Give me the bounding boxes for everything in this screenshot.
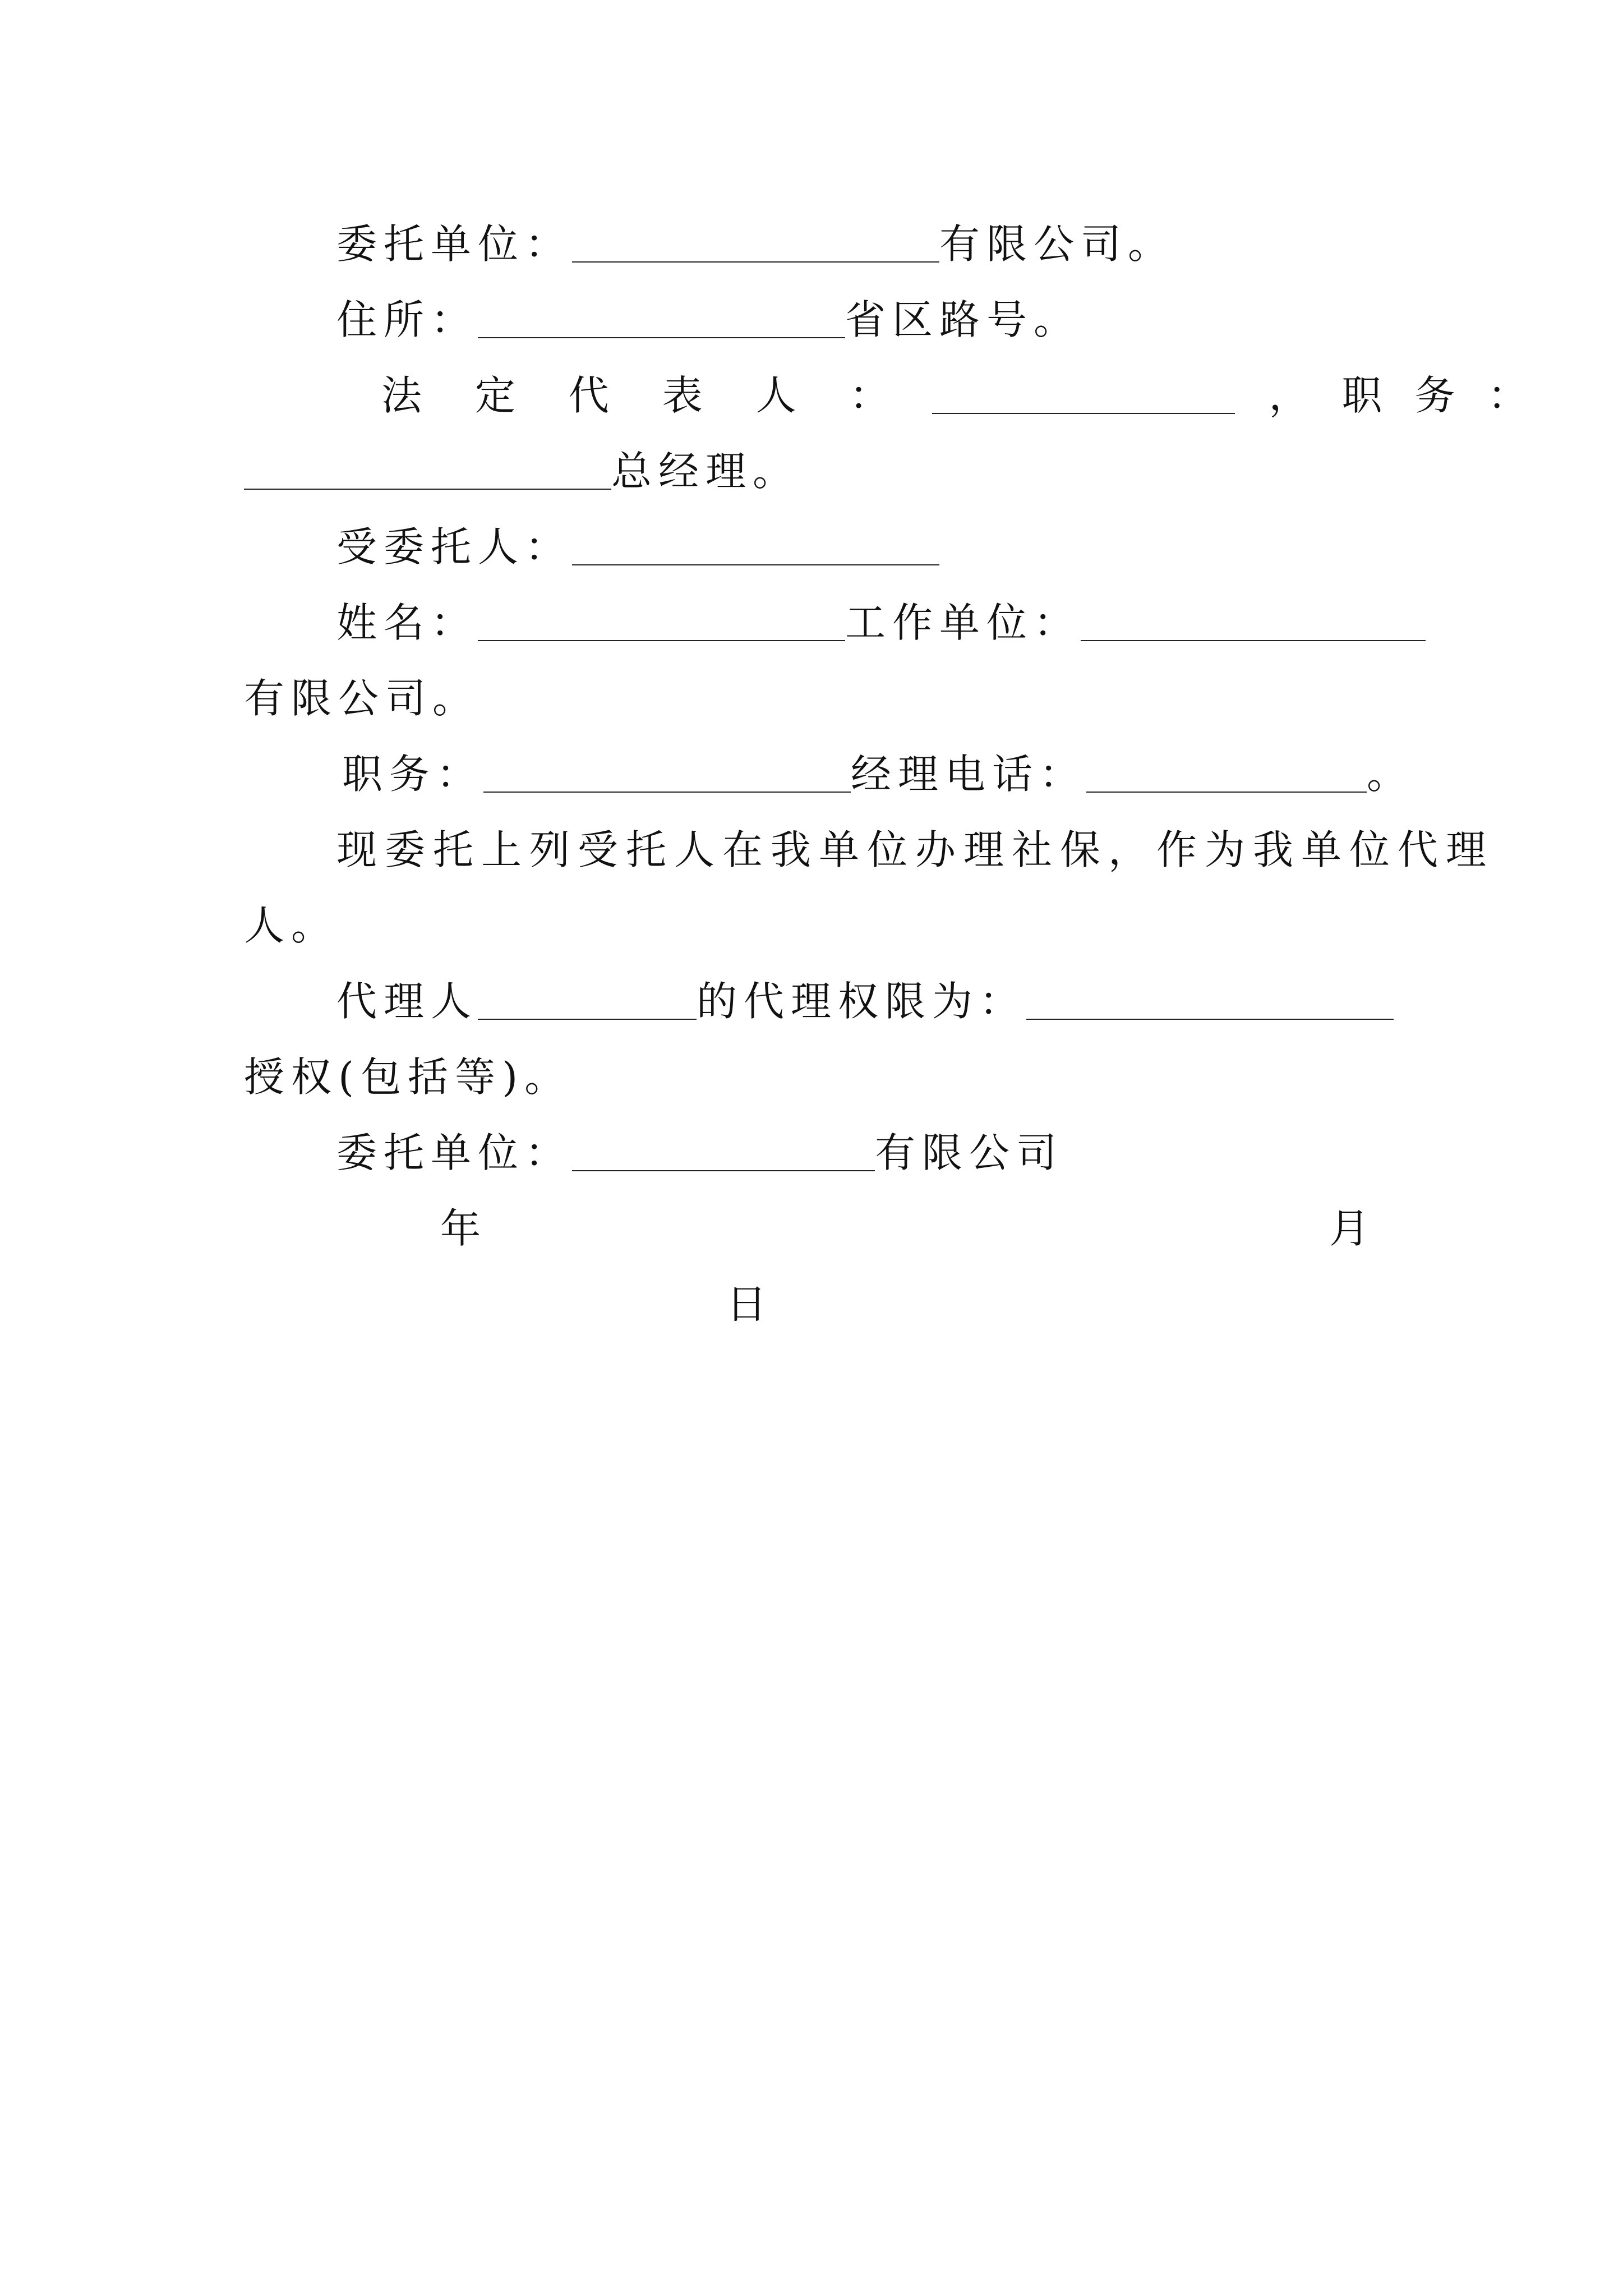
position-label: 职务： [342,751,484,798]
work-unit-suffix-line [244,668,479,729]
work-unit-blank[interactable] [1081,639,1426,641]
agent-scope-label: 的代理权限为： [697,978,1027,1025]
address-suffix: 省区路号。 [845,296,1081,343]
general-manager-text: 总经理。 [611,448,800,495]
agent-scope-line [336,970,1394,1032]
work-unit-label: 工作单位： [845,599,1081,646]
legal-rep-blank[interactable] [932,412,1235,414]
position-blank[interactable] [244,487,611,490]
legal-rep-label: 法 定 代 表 人 ： [381,372,910,419]
month-label: 月 [1329,1205,1370,1252]
general-manager-line [244,440,800,502]
day-label: 日 [726,1281,767,1328]
address-label: 住所： [336,296,478,343]
agent-name-blank[interactable] [478,1018,697,1020]
trustee-blank[interactable] [572,563,939,565]
year-label: 年 [440,1205,481,1252]
entrust-unit-blank[interactable] [572,260,939,263]
entrust-unit-suffix-2: 有限公司 [875,1129,1064,1176]
trustee-line [336,516,939,578]
authorization-line [244,1046,571,1108]
entrust-unit-suffix: 有限公司。 [939,220,1175,268]
entrust-unit-line [336,213,1175,275]
manager-phone-blank[interactable] [1086,790,1367,793]
agent-scope-blank[interactable] [1026,1018,1394,1020]
authorization-text: 授权(包括等)。 [244,1053,572,1101]
entrust-unit-label-2: 委托单位： [336,1129,573,1176]
name-workunit-line [336,592,1426,654]
name-blank[interactable] [478,639,845,641]
position-field-blank[interactable] [483,790,851,793]
entrust-statement-tail-line [244,895,338,956]
entrust-statement: 现委托上列受托人在我单位办理社保，作为我单位代理 [336,826,1495,873]
work-unit-suffix: 有限公司。 [244,675,480,722]
trustee-label: 受委托人： [336,523,573,570]
manager-phone-label: 经理电话： [851,751,1087,798]
position-phone-line [342,743,1414,805]
period-mark: 。 [1367,751,1414,798]
entrust-unit-blank-2[interactable] [572,1169,875,1171]
address-line [336,289,1081,351]
address-blank[interactable] [478,336,845,338]
name-label: 姓名： [336,599,478,646]
position-inline-label: ，职务： [1269,372,1561,419]
legal-rep-line [381,365,1560,426]
entrust-statement-tail: 人。 [244,902,339,949]
agent-prefix: 代理人 [336,978,478,1025]
entrust-statement-line [336,819,1494,881]
entrust-unit-label: 委托单位： [336,220,573,268]
entrust-unit-signature-line [336,1122,1063,1184]
